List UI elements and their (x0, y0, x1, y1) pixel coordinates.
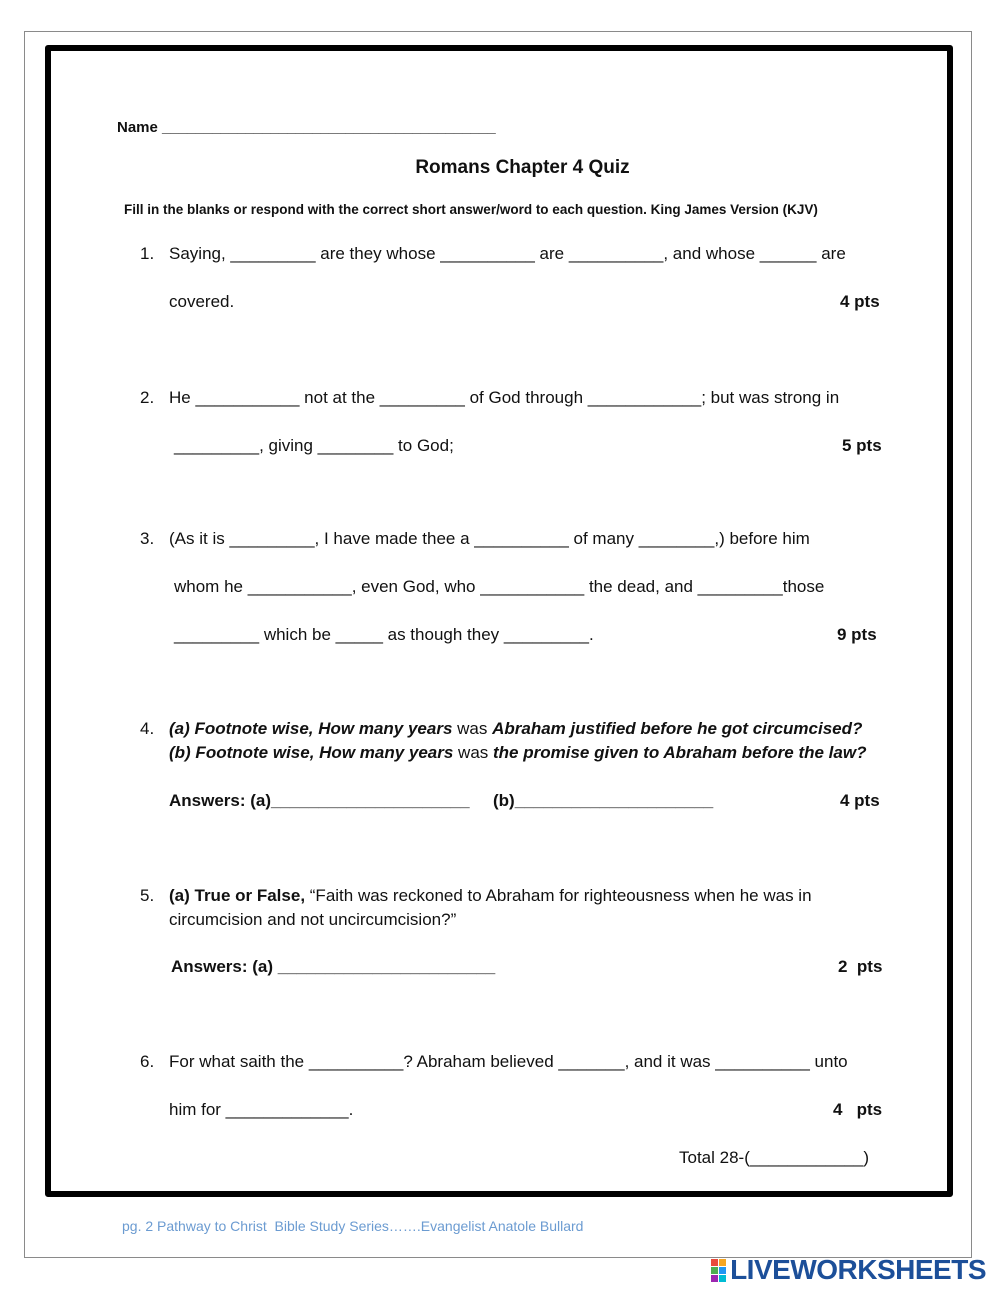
page-title: Romans Chapter 4 Quiz (415, 157, 630, 178)
liveworksheets-icon (711, 1259, 726, 1282)
question-4-points: 4 pts (840, 791, 880, 810)
question-5-line-2: circumcision and not uncircumcision?” (169, 910, 457, 929)
question-1-line-2: covered. (169, 292, 235, 311)
question-4-answer-a: Answers: (a)_____________________ (169, 791, 470, 810)
question-5-answer: Answers: (a) _______________________ (171, 957, 496, 976)
question-3-line-1: (As it is _________, I have made thee a __________ of many ________,) before him (169, 529, 810, 548)
question-2-line-1: He ___________ not at the _________ of God through ____________; but was strong in (169, 388, 840, 407)
question-2-line-2: _________, giving ________ to God; (174, 436, 454, 455)
question-3-points: 9 pts (837, 625, 877, 644)
name-field-label: Name ________________________________________ (117, 119, 496, 136)
liveworksheets-logo (711, 1254, 986, 1286)
question-4-part-a: (a) Footnote wise, How many years was Abraham justified before he got circumcised? (169, 719, 863, 738)
question-5-points: 2 pts (838, 957, 883, 976)
question-3-line-2: whom he ___________, even God, who ___________ the dead, and _________those (174, 577, 825, 596)
question-number-2: 2. (140, 388, 155, 407)
question-number-3: 3. (140, 529, 155, 548)
question-5-line-1: (a) True or False, “Faith was reckoned to Abraham for righteousness when he was in (169, 886, 812, 905)
question-1-line-1: Saying, _________ are they whose __________ are __________, and whose ______ are (169, 244, 846, 263)
question-number-1: 1. (140, 244, 155, 263)
page-footer: pg. 2 Pathway to Christ Bible Study Series…….Evangelist Anatole Bullard (122, 1218, 584, 1234)
question-6-points: 4 pts (833, 1100, 883, 1119)
question-number-6: 6. (140, 1052, 155, 1071)
question-6-line-1: For what saith the __________? Abraham believed _______, and it was __________ unto (169, 1052, 848, 1071)
instructions: Fill in the blanks or respond with the correct short answer/word to each question. King James Version (KJV) (124, 202, 818, 217)
question-4-part-b: (b) Footnote wise, How many years was the promise given to Abraham before the law? (169, 743, 867, 762)
question-number-5: 5. (140, 886, 155, 905)
question-number-4: 4. (140, 719, 155, 738)
total-score: Total 28-(____________) (679, 1148, 869, 1167)
question-1-points: 4 pts (840, 292, 880, 311)
question-6-line-2: him for _____________. (169, 1100, 354, 1119)
question-3-line-3: _________ which be _____ as though they _________. (174, 625, 594, 644)
question-2-points: 5 pts (842, 436, 882, 455)
question-4-answer-b: (b)_____________________ (493, 791, 714, 810)
liveworksheets-wordmark: LIVEWORKSHEETS (730, 1254, 986, 1285)
